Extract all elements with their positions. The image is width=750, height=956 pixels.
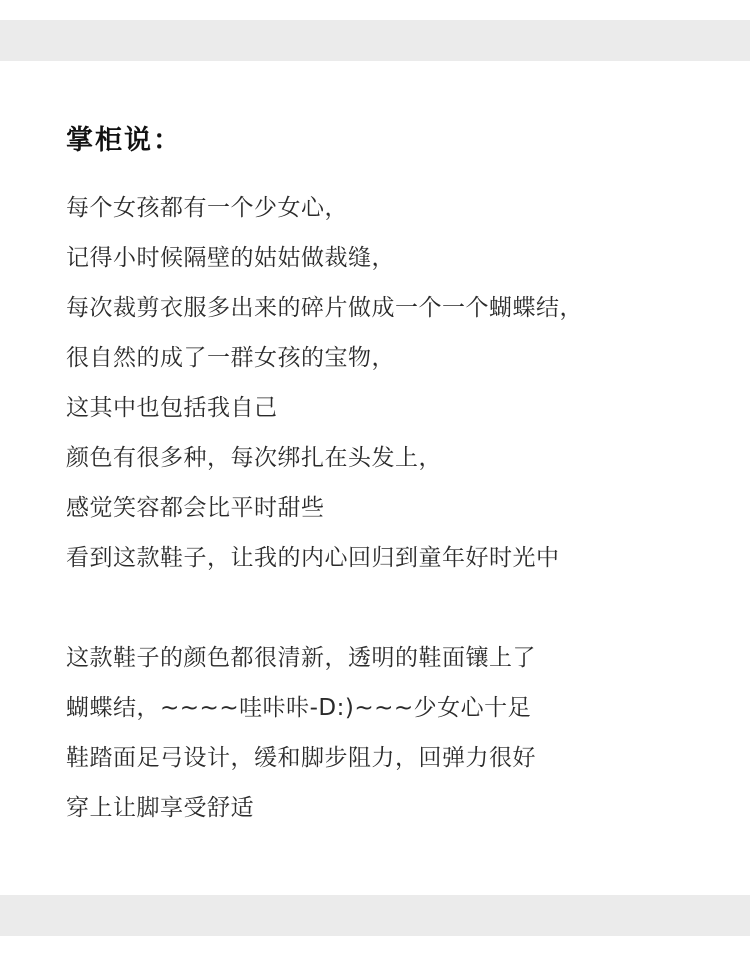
text-line: 鞋踏面足弓设计，缓和脚步阻力，回弹力很好 — [66, 745, 536, 771]
text-line: 每次裁剪衣服多出来的碎片做成一个一个蝴蝶结， — [66, 295, 583, 321]
bottom-divider-band — [0, 895, 750, 936]
text-line: 这款鞋子的颜色都很清新，透明的鞋面镶上了 — [66, 645, 536, 671]
text-line: 看到这款鞋子，让我的内心回归到童年好时光中 — [66, 545, 560, 571]
text-line: 穿上让脚享受舒适 — [66, 795, 254, 821]
story-paragraph — [66, 190, 583, 590]
text-line: 这其中也包括我自己 — [66, 395, 278, 421]
text-line: 每个女孩都有一个少女心， — [66, 195, 348, 221]
text-line: 颜色有很多种，每次绑扎在头发上， — [66, 445, 442, 471]
text-line: 蝴蝶结，~~~~哇咔咔-D:)~~~少女心十足 — [66, 695, 532, 721]
product-paragraph — [66, 640, 536, 840]
section-heading: 掌柜说： — [66, 125, 182, 156]
text-line: 记得小时候隔壁的姑姑做裁缝， — [66, 245, 395, 271]
text-line: 很自然的成了一群女孩的宝物， — [66, 345, 395, 371]
text-line: 感觉笑容都会比平时甜些 — [66, 495, 325, 521]
top-divider-band — [0, 20, 750, 61]
